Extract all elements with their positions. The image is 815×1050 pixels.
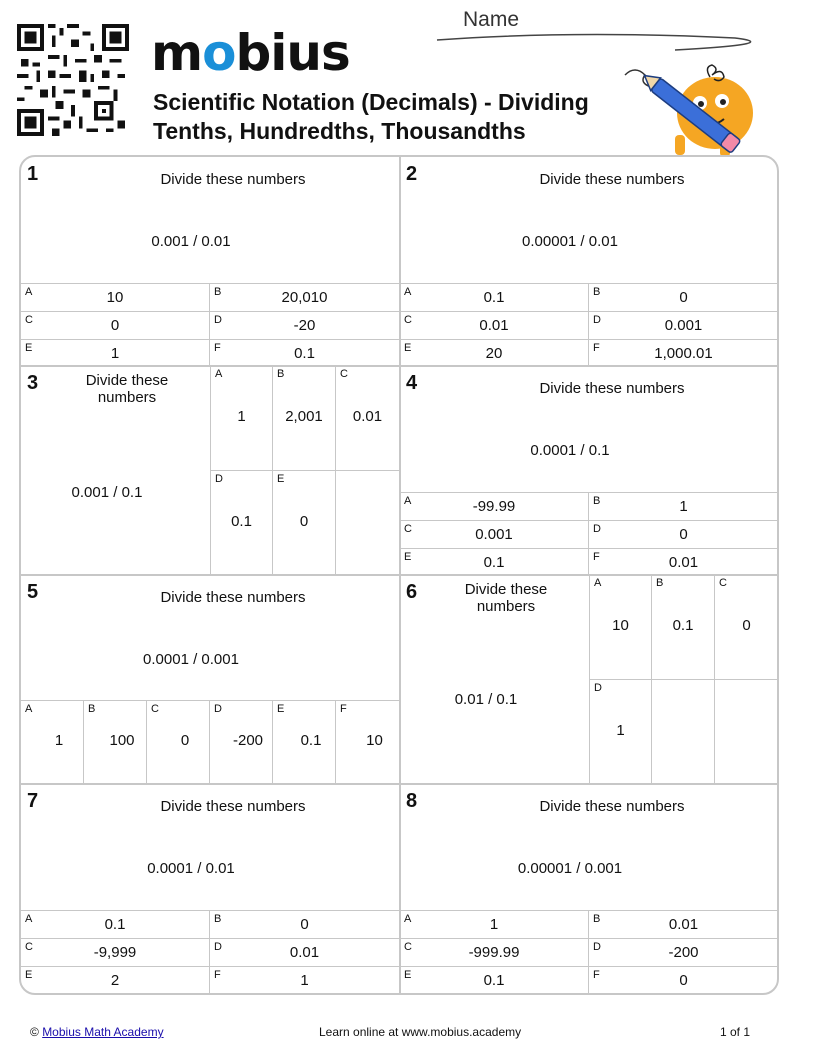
answer-option-d[interactable]: D -200 xyxy=(589,938,779,966)
problem-number: 1 xyxy=(27,163,39,185)
answer-option-a[interactable]: A 0.1 xyxy=(400,283,589,311)
answer-option-e[interactable]: E 0.1 xyxy=(400,966,589,993)
problem-number: 3 xyxy=(27,372,39,394)
problem-expression: 0.001 / 0.01 xyxy=(151,233,231,250)
problem-expression: 0.00001 / 0.001 xyxy=(517,860,623,877)
problem-prompt: Divide these numbers xyxy=(539,380,685,397)
answer-option-e[interactable]: E 0 xyxy=(273,470,336,575)
answer-option-b[interactable]: B 1 xyxy=(589,492,779,520)
answer-option-f[interactable]: F 0 xyxy=(589,966,779,993)
problem-expression: 0.001 / 0.1 xyxy=(71,484,143,501)
answer-empty-cell xyxy=(715,679,779,784)
problem-number: 8 xyxy=(406,790,418,812)
answer-option-b[interactable]: B 0 xyxy=(210,910,400,938)
name-line xyxy=(435,24,780,54)
answer-option-d[interactable]: D -20 xyxy=(210,311,400,339)
problem-expression: 0.0001 / 0.001 xyxy=(143,651,239,668)
answer-option-f[interactable]: F 1,000.01 xyxy=(589,339,779,366)
problem-prompt: Divide these numbers xyxy=(160,589,306,606)
problem-2 xyxy=(400,157,779,366)
problem-number: 6 xyxy=(406,581,418,603)
footer-center: Learn online at www.mobius.academy xyxy=(319,1025,522,1039)
problem-6 xyxy=(400,575,779,784)
problem-prompt: Divide these numbers xyxy=(539,171,685,188)
answer-option-b[interactable]: B 0.01 xyxy=(589,910,779,938)
grid-divider-horizontal xyxy=(21,574,779,576)
answer-option-c[interactable]: C 0 xyxy=(21,311,210,339)
problem-4 xyxy=(400,366,779,575)
problem-prompt: Divide these numbers xyxy=(85,372,169,406)
answer-option-a[interactable]: A 0.1 xyxy=(21,910,210,938)
answer-option-e[interactable]: E 1 xyxy=(21,339,210,366)
name-label: Name xyxy=(463,8,520,31)
academy-link[interactable]: Mobius Math Academy xyxy=(42,1025,164,1039)
answer-option-d[interactable]: D 0.01 xyxy=(210,938,400,966)
answer-option-f[interactable]: F 1 xyxy=(210,966,400,993)
problem-expression: 0.01 / 0.1 xyxy=(454,691,518,708)
answer-option-f[interactable]: F 0.1 xyxy=(210,339,400,366)
answer-option-f[interactable]: F 0.01 xyxy=(589,548,779,575)
answer-option-b[interactable]: B 20,010 xyxy=(210,283,400,311)
answer-option-a[interactable]: A 1 xyxy=(210,366,273,470)
answer-option-a[interactable]: A 1 xyxy=(21,700,84,784)
answer-option-d[interactable]: D 0 xyxy=(589,520,779,548)
answer-option-c[interactable]: C -9,999 xyxy=(21,938,210,966)
problem-1 xyxy=(21,157,400,366)
answer-option-e[interactable]: E 20 xyxy=(400,339,589,366)
answer-option-a[interactable]: A 10 xyxy=(589,575,652,679)
answer-option-d[interactable]: D -200 xyxy=(210,700,273,784)
problem-5 xyxy=(21,575,400,784)
answer-option-c[interactable]: C 0 xyxy=(715,575,779,679)
answer-option-b[interactable]: B 0.1 xyxy=(652,575,715,679)
answer-empty-cell xyxy=(652,679,715,784)
problem-8 xyxy=(400,784,779,993)
answer-empty-cell xyxy=(336,470,400,575)
answer-option-f[interactable]: F 10 xyxy=(336,700,400,784)
problem-number: 5 xyxy=(27,581,39,603)
mascot-illustration xyxy=(615,55,765,160)
answer-option-b[interactable]: B 100 xyxy=(84,700,147,784)
mobius-logo: mobius xyxy=(151,24,350,82)
answer-option-d[interactable]: D 0.001 xyxy=(589,311,779,339)
worksheet-title: Scientific Notation (Decimals) - Dividing Tenths, Hundredths, Thousandths xyxy=(153,89,589,144)
answer-option-b[interactable]: B 0 xyxy=(589,283,779,311)
answer-option-b[interactable]: B 2,001 xyxy=(273,366,336,470)
problem-number: 4 xyxy=(406,372,418,394)
answer-option-a[interactable]: A 1 xyxy=(400,910,589,938)
problem-expression: 0.0001 / 0.01 xyxy=(147,860,235,877)
answer-option-e[interactable]: E 2 xyxy=(21,966,210,993)
page-number: 1 of 1 xyxy=(720,1025,751,1039)
answer-option-a[interactable]: A 10 xyxy=(21,283,210,311)
problem-prompt: Divide these numbers xyxy=(160,171,306,188)
answer-option-c[interactable]: C -999.99 xyxy=(400,938,589,966)
problem-expression: 0.00001 / 0.01 xyxy=(522,233,618,250)
footer-copyright: © Mobius Math Academy xyxy=(30,1025,164,1039)
problem-prompt: Divide these numbers xyxy=(464,581,548,615)
answer-option-e[interactable]: E 0.1 xyxy=(400,548,589,575)
answer-option-e[interactable]: E 0.1 xyxy=(273,700,336,784)
answer-option-c[interactable]: C 0 xyxy=(147,700,210,784)
answer-option-c[interactable]: C 0.01 xyxy=(336,366,400,470)
grid-divider-vertical xyxy=(399,157,401,995)
problem-expression: 0.0001 / 0.1 xyxy=(530,442,610,459)
grid-divider-horizontal xyxy=(21,783,779,785)
problem-prompt: Divide these numbers xyxy=(539,798,685,815)
problem-number: 7 xyxy=(27,790,39,812)
answer-option-d[interactable]: D 1 xyxy=(589,679,652,784)
qr-code xyxy=(17,24,129,136)
problem-prompt: Divide these numbers xyxy=(160,798,306,815)
answer-option-a[interactable]: A -99.99 xyxy=(400,492,589,520)
problem-grid xyxy=(19,155,779,995)
answer-option-c[interactable]: C 0.01 xyxy=(400,311,589,339)
problem-3 xyxy=(21,366,400,575)
answer-option-c[interactable]: C 0.001 xyxy=(400,520,589,548)
answer-option-d[interactable]: D 0.1 xyxy=(210,470,273,575)
grid-divider-horizontal xyxy=(21,365,779,367)
problem-number: 2 xyxy=(406,163,418,185)
problem-7 xyxy=(21,784,400,993)
